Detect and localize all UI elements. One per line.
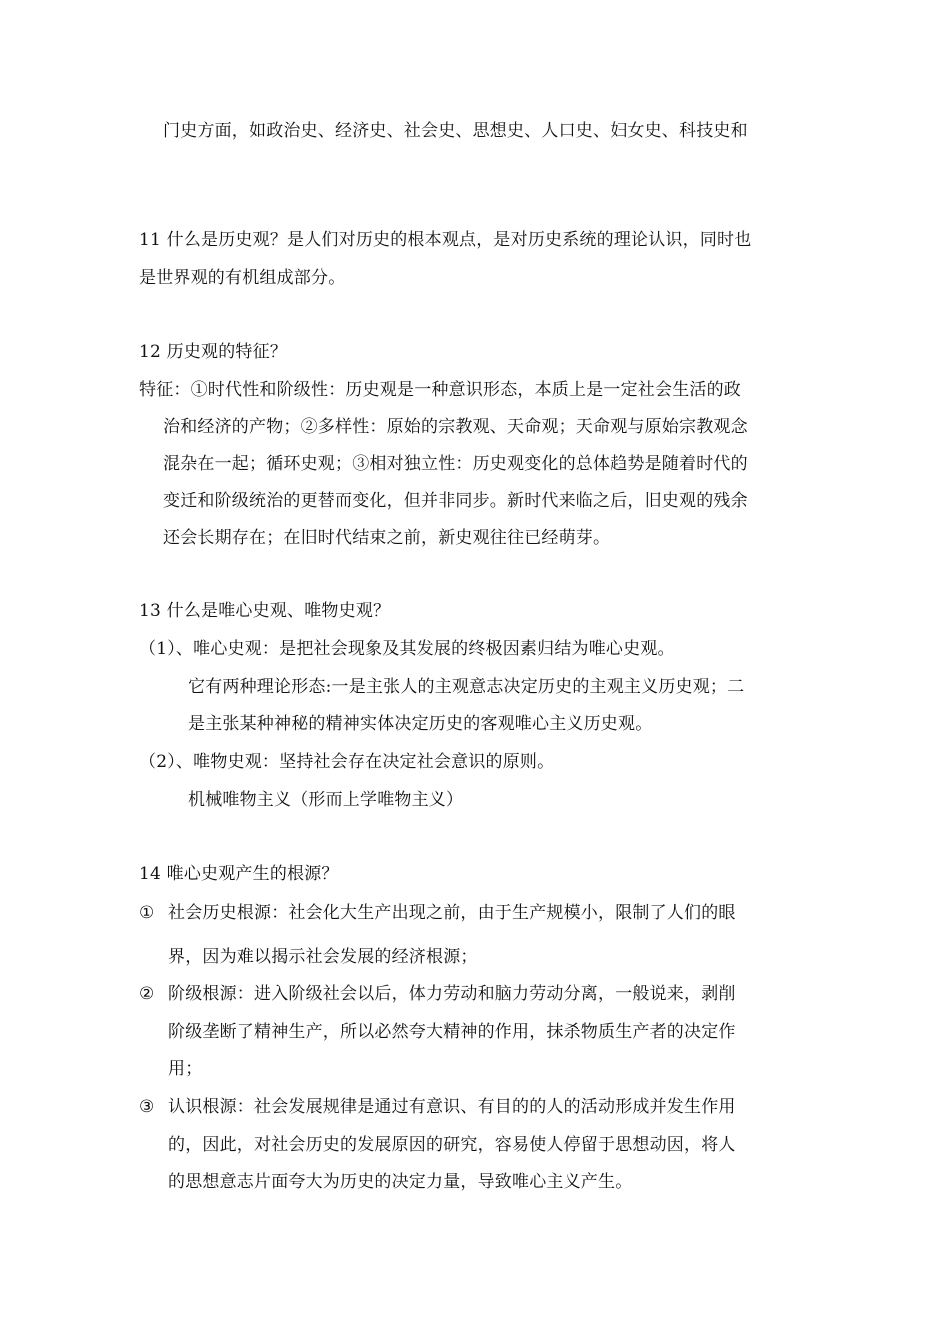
q14-item-3-line-3: 的思想意志片面夸大为历史的决定力量，导致唯心主义产生。 <box>168 1172 633 1192</box>
q14-item-3-marker: ③ <box>139 1097 155 1117</box>
q14-item-1-marker: ① <box>139 903 155 923</box>
q12-line-1: 特征：①时代性和阶级性：历史观是一种意识形态，本质上是一定社会生活的政 <box>139 380 741 400</box>
q12-line-2: 治和经济的产物；②多样性：原始的宗教观、天命观；天命观与原始宗教观念 <box>163 417 748 437</box>
q11-line-1: 11 什么是历史观？是人们对历史的根本观点，是对历史系统的理论认识，同时也 <box>139 230 752 250</box>
q12-title: 12 历史观的特征？ <box>139 342 288 362</box>
q14-item-2-line-3: 用； <box>168 1059 203 1079</box>
q13-title: 13 什么是唯心史观、唯物史观？ <box>139 601 391 621</box>
q12-line-4: 变迁和阶级统治的更替而变化，但并非同步。新时代来临之后，旧史观的残余 <box>163 491 748 511</box>
q13-item-1: （1）、唯心史观：是把社会现象及其发展的终极因素归结为唯心史观。 <box>139 639 675 659</box>
q14-item-2-marker: ② <box>139 984 155 1004</box>
q12-line-5: 还会长期存在；在旧时代结束之前，新史观往往已经萌芽。 <box>163 528 611 548</box>
q12-line-3: 混杂在一起；循环史观；③相对独立性：历史观变化的总体趋势是随着时代的 <box>163 454 748 474</box>
q14-item-2-line-1: 阶级根源：进入阶级社会以后，体力劳动和脑力劳动分离，一般说来，剥削 <box>168 984 736 1004</box>
q14-item-2-line-2: 阶级垄断了精神生产，所以必然夸大精神的作用，抹杀物质生产者的决定作 <box>168 1022 736 1042</box>
q13-item-2-detail: 机械唯物主义（形而上学唯物主义） <box>188 790 464 810</box>
q13-item-1-detail-2: 是主张某种神秘的精神实体决定历史的客观唯心主义历史观。 <box>188 714 653 734</box>
q14-title: 14 唯心史观产生的根源？ <box>139 864 339 884</box>
q14-item-1-line-1: 社会历史根源：社会化大生产出现之前，由于生产规模小，限制了人们的眼 <box>168 903 736 923</box>
q14-item-3-line-1: 认识根源：社会发展规律是通过有意识、有目的的人的活动形成并发生作用 <box>168 1097 736 1117</box>
q14-item-1-line-2: 界，因为难以揭示社会发展的经济根源； <box>168 947 478 967</box>
q13-item-1-detail-1: 它有两种理论形态:一是主张人的主观意志决定历史的主观主义历史观；二 <box>188 677 745 697</box>
intro-line: 门史方面，如政治史、经济史、社会史、思想史、人口史、妇女史、科技史和 <box>163 121 748 141</box>
q11-line-2: 是世界观的有机组成部分。 <box>139 268 346 288</box>
q13-item-2: （2）、唯物史观：坚持社会存在决定社会意识的原则。 <box>139 752 555 772</box>
q14-item-3-line-2: 的，因此，对社会历史的发展原因的研究，容易使人停留于思想动因，将人 <box>168 1135 736 1155</box>
